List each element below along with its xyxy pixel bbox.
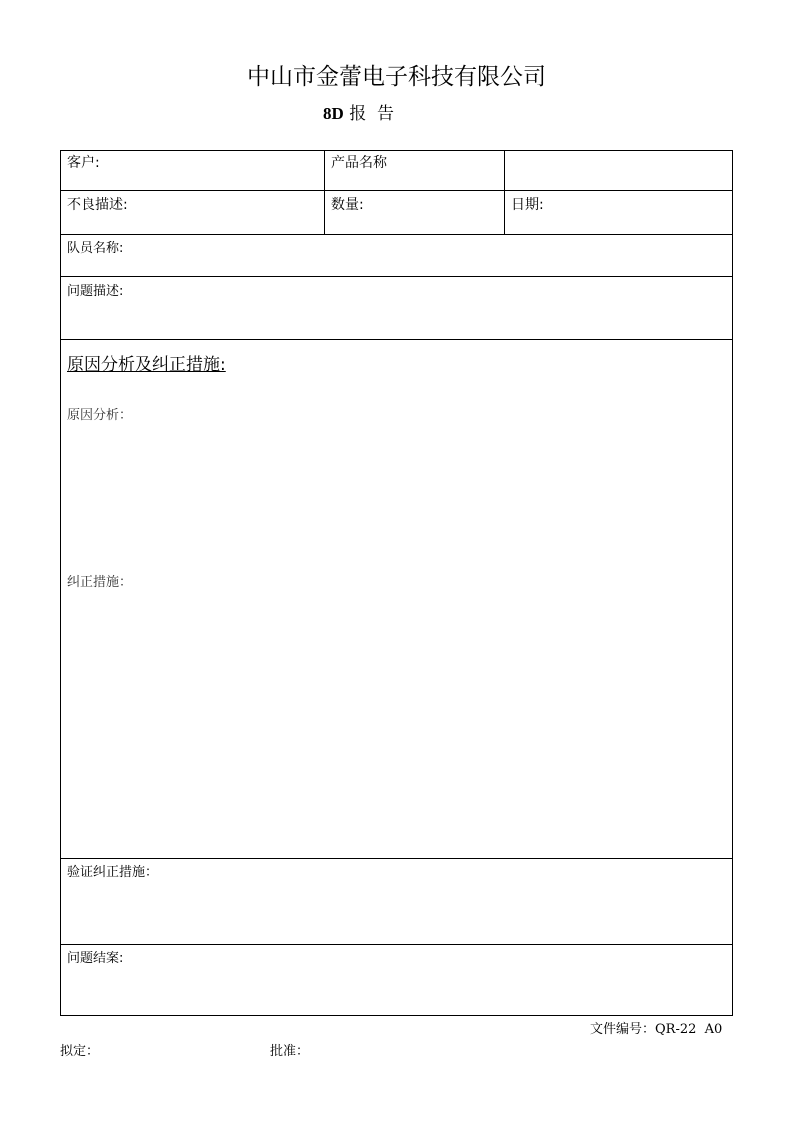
form-table [60, 150, 733, 1016]
problem-desc-label: 问题描述: [67, 284, 124, 299]
cause-section-heading: 原因分析及纠正措施: [67, 355, 226, 375]
corrective-action-label: 纠正措施： [67, 575, 133, 590]
divider [60, 276, 733, 277]
approved-label: 批准： [270, 1044, 310, 1059]
divider [60, 944, 733, 945]
report-title [323, 99, 394, 124]
divider [324, 150, 325, 234]
divider [60, 339, 733, 340]
report-title-text: 报 告 [349, 104, 394, 124]
customer-label: 客户: [67, 155, 100, 171]
divider [60, 190, 733, 191]
team-members-label: 队员名称: [67, 241, 124, 256]
drafted-label: 拟定： [60, 1044, 100, 1059]
divider [504, 150, 505, 234]
cause-analysis-label: 原因分析： [67, 408, 133, 423]
date-label: 日期: [511, 197, 544, 213]
quantity-label: 数量: [331, 197, 364, 213]
divider [60, 858, 733, 859]
defect-desc-label: 不良描述: [67, 197, 128, 213]
report-code: 8D [323, 104, 344, 123]
divider [60, 234, 733, 235]
closure-label: 问题结案: [67, 951, 124, 966]
verify-label: 验证纠正措施： [67, 865, 159, 880]
document-number: 文件编号：QR-22 A0 [590, 1022, 723, 1037]
product-name-label: 产品名称 [331, 155, 387, 171]
company-title: 中山市金蕾电子科技有限公司 [247, 64, 546, 90]
